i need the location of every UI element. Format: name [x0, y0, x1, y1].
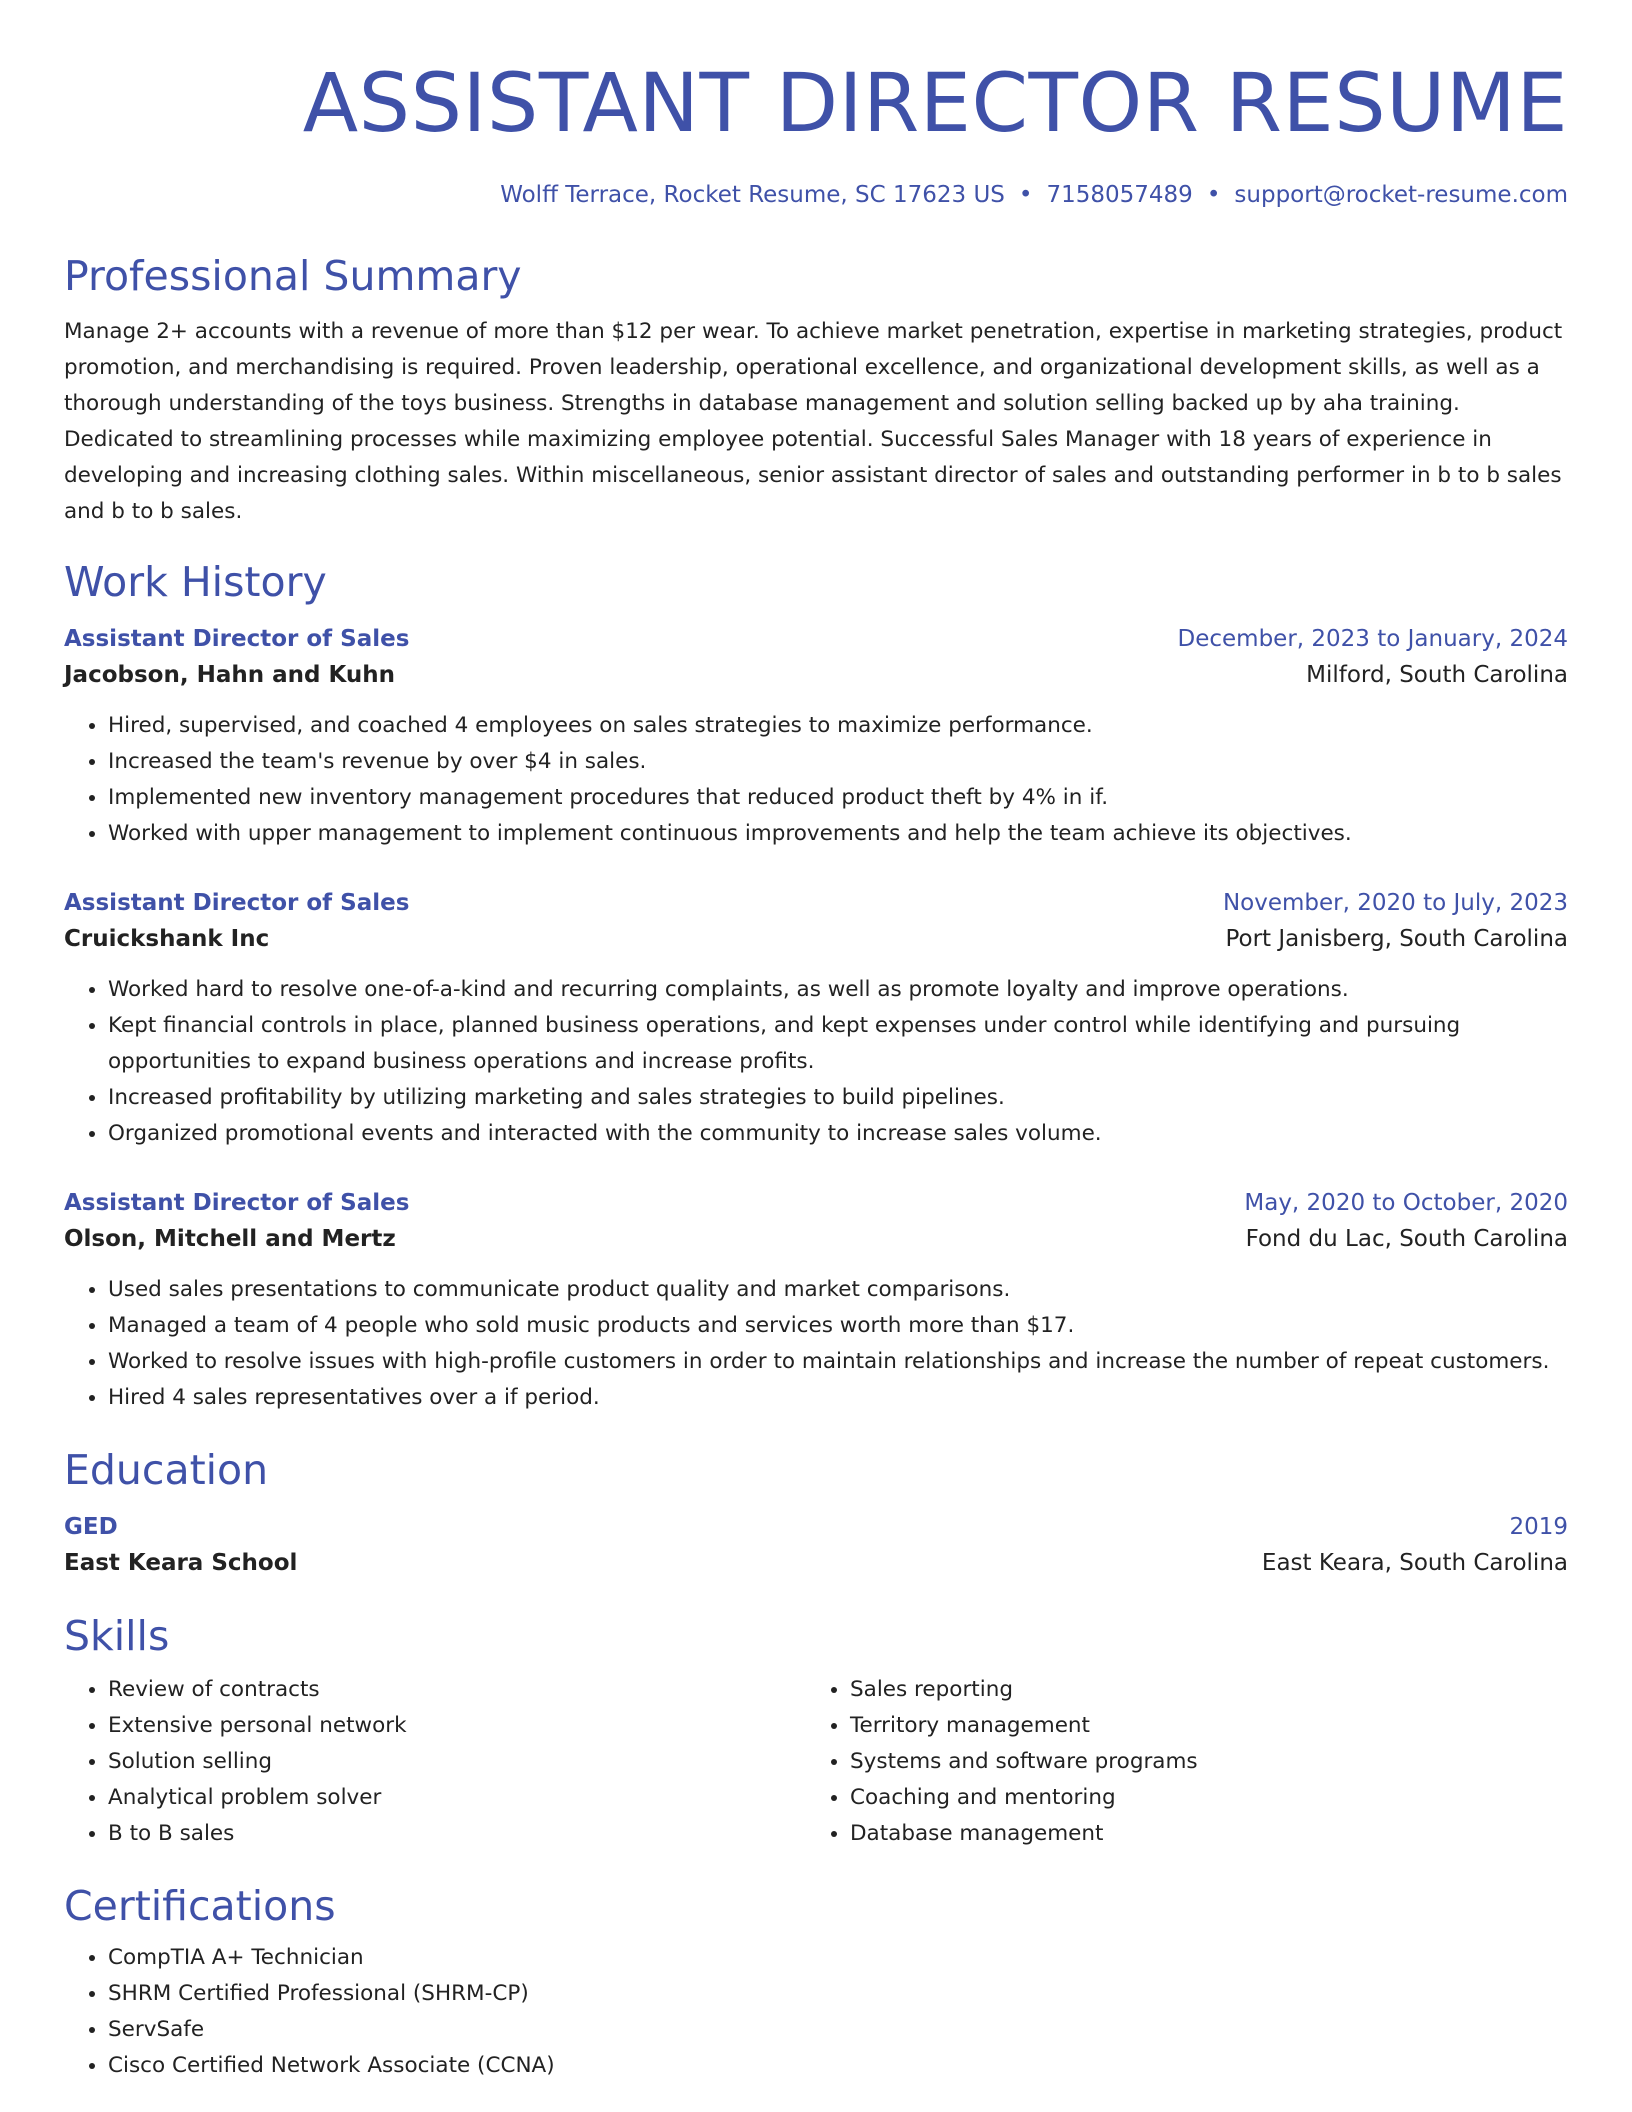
list-item: • B to B sales [108, 1816, 806, 1852]
work-history-section [64, 556, 1568, 1416]
contact-line [64, 180, 1568, 210]
job-bullets [64, 708, 1568, 852]
phone: 7158057489 [1046, 182, 1193, 208]
summary-section [64, 250, 1568, 530]
list-item: • Coaching and mentoring [850, 1780, 1548, 1816]
job-location: Port Janisberg, South Carolina [1225, 926, 1568, 952]
list-item: • CompTIA A+ Technician [108, 1940, 1568, 1976]
list-item: • Territory management [850, 1708, 1548, 1744]
list-item: • Worked hard to resolve one-of-a-kind and recurring complaints, as well as promote loyalty and improve operations. [108, 972, 1568, 1008]
list-item: • Kept financial controls in place, planned business operations, and kept expenses under control while identifying and pursuing opportunities to expand business operations and increase profits. [108, 1008, 1568, 1080]
list-item: • Hired, supervised, and coached 4 employees on sales strategies to maximize performance. [108, 708, 1568, 744]
job-dates: December, 2023 to January, 2024 [1177, 626, 1568, 652]
skills-grid [64, 1672, 1568, 1852]
list-item: • Cisco Certified Network Associate (CCNA) [108, 2048, 1568, 2084]
list-item: • Analytical problem solver [108, 1780, 806, 1816]
job-entry [64, 886, 1568, 1152]
job-entry [64, 622, 1568, 852]
job-title: Assistant Director of Sales [64, 626, 410, 652]
job-title: Assistant Director of Sales [64, 1190, 410, 1216]
list-item: • Sales reporting [850, 1672, 1548, 1708]
list-item: • Review of contracts [108, 1672, 806, 1708]
section-heading: Work History [64, 558, 327, 606]
job-bullets [64, 972, 1568, 1152]
education-section [64, 1444, 1568, 1582]
list-item: • Used sales presentations to communicate product quality and market comparisons. [108, 1272, 1568, 1308]
list-item: • Increased profitability by utilizing marketing and sales strategies to build pipelines. [108, 1080, 1568, 1116]
school-location: East Keara, South Carolina [1261, 1550, 1568, 1576]
list-item: • Extensive personal network [108, 1708, 806, 1744]
job-dates: May, 2020 to October, 2020 [1244, 1190, 1568, 1216]
list-item: • Solution selling [108, 1744, 806, 1780]
list-item: • ServSafe [108, 2012, 1568, 2048]
list-item: • Systems and software programs [850, 1744, 1548, 1780]
address: Wolff Terrace, Rocket Resume, SC 17623 US [500, 182, 1005, 208]
job-location: Fond du Lac, South Carolina [1245, 1226, 1568, 1252]
list-item: • Worked to resolve issues with high-profile customers in order to maintain relationships and increase the number of repeat customers. [108, 1344, 1568, 1380]
certifications-list [64, 1940, 1568, 2084]
skills-column-right [806, 1672, 1548, 1852]
list-item: • Increased the team's revenue by over $4 in sales. [108, 744, 1568, 780]
resume-page [64, 0, 1568, 2084]
skills-section [64, 1610, 1568, 1852]
list-item: • Database management [850, 1816, 1548, 1852]
list-item: • Managed a team of 4 people who sold music products and services worth more than $17. [108, 1308, 1568, 1344]
list-item: • Hired 4 sales representatives over a if period. [108, 1380, 1568, 1416]
company-name: Cruickshank Inc [64, 926, 270, 952]
section-heading: Professional Summary [64, 252, 522, 300]
company-name: Olson, Mitchell and Mertz [64, 1226, 396, 1252]
list-item: • Implemented new inventory management procedures that reduced product theft by 4% in if. [108, 780, 1568, 816]
company-name: Jacobson, Hahn and Kuhn [64, 662, 396, 688]
page-title: ASSISTANT DIRECTOR RESUME [302, 57, 1568, 151]
separator: • [1018, 182, 1033, 208]
list-item: • Organized promotional events and interacted with the community to increase sales volume. [108, 1116, 1568, 1152]
summary-text: Manage 2+ accounts with a revenue of more than $12 per wear. To achieve market penetration, expertise in marketing strategies, product promotion, and merchandising is required. Proven leadership, operational excellence, and organizational development skills, as well as a thorough understanding of the toys business. Strengths in database management and solution selling backed up by aha training. Dedicated to streamlining processes while maximizing employee potential. Successful Sales Manager with 18 years of experience in developing and increasing clothing sales. Within miscellaneous, senior assistant director of sales and outstanding performer in b to b sales and b to b sales. [64, 319, 1563, 524]
email-link[interactable]: support@rocket-resume.com [1234, 182, 1568, 208]
job-dates: November, 2020 to July, 2023 [1222, 890, 1568, 916]
list-item: • SHRM Certified Professional (SHRM-CP) [108, 1976, 1568, 2012]
section-heading: Certifications [64, 1882, 336, 1930]
school-name: East Keara School [64, 1550, 298, 1576]
job-entry [64, 1186, 1568, 1416]
section-heading: Skills [64, 1612, 170, 1660]
skills-column-left [64, 1672, 806, 1852]
skills-list [64, 1672, 806, 1852]
certifications-section [64, 1880, 1568, 2084]
education-entry [64, 1510, 1568, 1582]
section-heading: Education [64, 1446, 269, 1494]
job-location: Milford, South Carolina [1306, 662, 1568, 688]
job-title: Assistant Director of Sales [64, 890, 410, 916]
list-item: • Worked with upper management to implement continuous improvements and help the team achieve its objectives. [108, 816, 1568, 852]
job-bullets [64, 1272, 1568, 1416]
graduation-year: 2019 [1509, 1514, 1568, 1540]
skills-list [806, 1672, 1548, 1852]
degree: GED [64, 1514, 118, 1540]
separator: • [1206, 182, 1221, 208]
